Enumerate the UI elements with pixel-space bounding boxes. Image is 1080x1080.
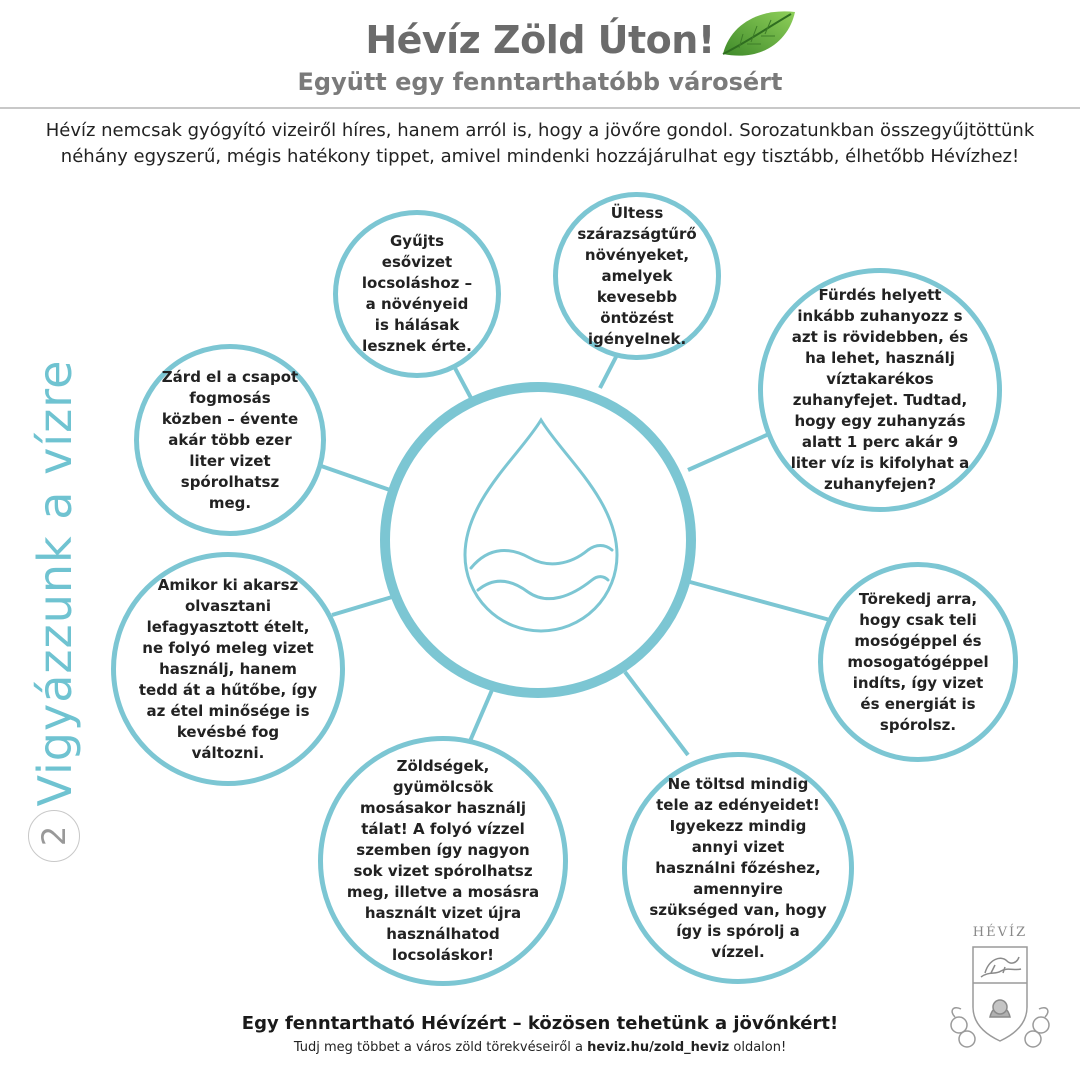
tip-bubble-tap bbox=[134, 344, 326, 536]
connector-line bbox=[690, 582, 830, 620]
tip-bubble-cooking-water bbox=[622, 752, 854, 984]
tip-bubble-washing-bowl bbox=[318, 736, 568, 986]
tip-bubble-shower bbox=[758, 268, 1002, 512]
tip-bubble-rainwater bbox=[333, 210, 501, 378]
tip-text: Fürdés helyett inkább zuhanyozz s azt is rövidebben, és ha lehet, használj víztakarékos zuhanyfejet. Tudtad, hogy egy zuhanyzás alatt 1 perc akár 9 liter víz is kifolyhat a zuhanyfejen? bbox=[790, 286, 970, 493]
tip-bubble-drought-plants bbox=[553, 192, 721, 360]
footer-info-prefix: Tudj meg többet a város zöld törekvéseiről a bbox=[293, 1040, 588, 1055]
connector-line bbox=[688, 430, 778, 470]
crest-label: HÉVÍZ bbox=[972, 925, 1028, 940]
footer-link[interactable]: heviz.hu/zold_heviz bbox=[587, 1040, 730, 1055]
tip-bubble-full-machines bbox=[818, 562, 1018, 762]
series-number: 2 bbox=[34, 825, 73, 847]
tip-text: Amikor ki akarsz olvasztani lefagyasztott ételt, ne folyó meleg vizet használj, hanem tedd át a hűtőbe, így az étel minősége is kevésbé fog változni. bbox=[138, 575, 318, 762]
intro-text: Hévíz nemcsak gyógyító vizeiről híres, hanem arról is, hogy a jövőre gondol. Sorozatunkban összegyűjtöttünk néhány egyszerű, mégis hatékony tippet, amivel mindenki hozzájárulhat egy tisztább, élhetőbb Hévízhez! bbox=[45, 120, 1035, 167]
tip-text: Zöldségek, gyümölcsök mosásakor használj tálat! A folyó vízzel szemben így nagyon sok vizet spórolhatsz meg, illetve a mosásra használt vizet újra használhatod locsoláskor! bbox=[346, 757, 540, 964]
heviz-crest-logo bbox=[945, 925, 1055, 1060]
connector-line bbox=[625, 672, 688, 755]
tip-bubble-defrost bbox=[111, 552, 345, 786]
footer-info-suffix: oldalon! bbox=[729, 1040, 787, 1055]
footer-info bbox=[0, 1040, 1080, 1055]
connector-line bbox=[332, 597, 392, 615]
tip-text: Törekedj arra, hogy csak teli mosógéppel és mosogatógéppel indíts, így vizet és energiát is spórolsz. bbox=[847, 589, 989, 734]
page-subtitle: Együtt egy fenntarthatóbb városért bbox=[297, 68, 783, 96]
center-circle bbox=[385, 387, 691, 693]
tip-text: Ne töltsd mindig tele az edényeidet! Igyekezz mindig annyi vizet használni főzéshez, amennyire szükséged van, hogy így is spórolj a vízzel. bbox=[649, 774, 827, 961]
tip-text: Zárd el a csapot fogmosás közben – évente akár több ezer liter vizet spórolhatsz meg. bbox=[161, 367, 299, 512]
tip-text: Ültess szárazságtűrő növényeket, amelyek kevesebb öntözést igényelnek. bbox=[577, 203, 697, 348]
connector-line bbox=[600, 355, 617, 388]
tip-text: Gyűjts esővizet locsoláshoz – a növényeid is hálásak lesznek érte. bbox=[361, 232, 473, 355]
title-text: Hévíz Zöld Úton! bbox=[365, 18, 715, 62]
side-title: Vigyázzunk a vízre bbox=[28, 359, 82, 807]
footer-slogan: Egy fenntartható Hévízért – közösen tehetünk a jövőnkért! bbox=[241, 1013, 839, 1034]
